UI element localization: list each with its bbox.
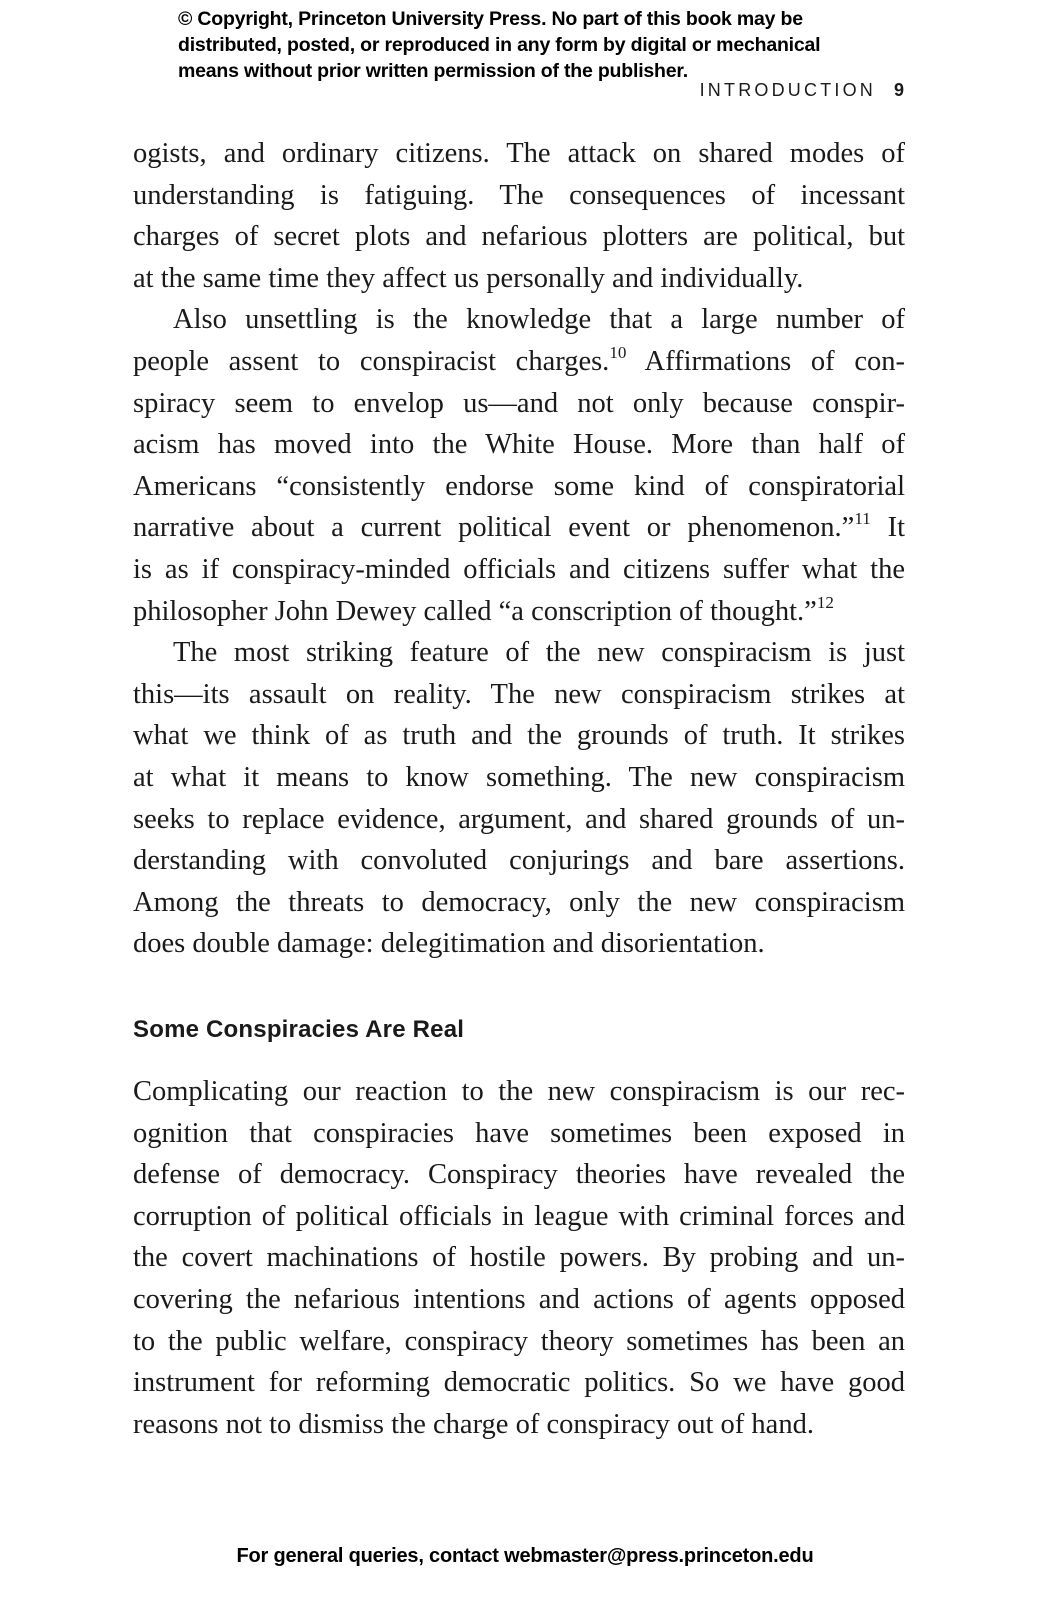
text-line: Americans “consistently endorse some kind of conspiratorial [133, 470, 905, 502]
text-segment: philosopher John Dewey called “a conscription of thought.” [133, 595, 817, 627]
footer-contact: For general queries, contact webmaster@press.princeton.edu [236, 1545, 814, 1567]
copyright-line: distributed, posted, or reproduced in any form by digital or mechanical [178, 34, 821, 56]
copyright-line: means without prior written permission of the publisher. [178, 60, 688, 82]
copyright-line: © Copyright, Princeton University Press. No part of this book may be [178, 8, 803, 30]
text-line: what we think of as truth and the grounds of truth. It strikes [133, 720, 905, 752]
text-line: charges of secret plots and nefarious plotters are political, but [133, 221, 905, 253]
text-line [133, 591, 905, 633]
paragraph [133, 1071, 905, 1445]
page-number: 9 [893, 80, 904, 100]
text-line: ogists, and ordinary citizens. The attack on shared modes of [133, 138, 905, 169]
running-head [600, 80, 904, 101]
text-line: this—its assault on reality. The new conspiracism strikes at [133, 678, 905, 710]
text-line: seeks to replace evidence, argument, and shared grounds of un- [133, 803, 905, 835]
text-line: Among the threats to democracy, only the new conspiracism [133, 886, 905, 918]
text-line: spiracy seem to envelop us—and not only because conspir- [133, 387, 905, 419]
text-line: does double damage: delegitimation and disorientation. [133, 928, 765, 960]
copyright-notice [178, 6, 898, 84]
text-line: is as if conspiracy-minded officials and citizens suffer what the [133, 553, 905, 585]
text-line: acism has moved into the White House. More than half of [133, 429, 905, 461]
section-body [133, 1071, 905, 1445]
footnote-ref-10: 10 [609, 342, 627, 362]
text-line: reasons not to dismiss the charge of conspiracy out of hand. [133, 1408, 814, 1440]
text-line: understanding is fatiguing. The consequences of incessant [133, 179, 905, 211]
text-line [133, 341, 905, 383]
text-segment: narrative about a current political event or phenomenon.” [133, 512, 855, 544]
text-segment: people assent to conspiracist charges. [133, 345, 610, 377]
paragraph [133, 133, 905, 299]
text-line: to the public welfare, conspiracy theory sometimes has been an [133, 1325, 905, 1357]
section-body [133, 133, 905, 965]
text-line [133, 507, 905, 549]
footnote-ref-12: 12 [816, 592, 834, 612]
text-line: at the same time they affect us personally and individually. [133, 262, 804, 294]
text-line: defense of democracy. Conspiracy theories have revealed the [133, 1159, 905, 1191]
text-segment: It [870, 512, 905, 544]
text-line: Complicating our reaction to the new conspiracism is our rec- [133, 1076, 905, 1107]
text-segment: Affirmations of con- [626, 345, 905, 377]
text-line: instrument for reforming democratic politics. So we have good [133, 1367, 905, 1399]
text-line: The most striking feature of the new conspiracism is just [173, 637, 905, 669]
text-line: derstanding with convoluted conjurings and bare assertions. [133, 845, 905, 877]
paragraph [133, 299, 905, 632]
paragraph [133, 632, 905, 965]
text-line: Also unsettling is the knowledge that a large number of [173, 304, 905, 336]
text-line: corruption of political officials in league with criminal forces and [133, 1200, 905, 1232]
text-line: the covert machinations of hostile powers. By probing and un- [133, 1242, 905, 1274]
text-line: at what it means to know something. The new conspiracism [133, 761, 905, 793]
footnote-ref-11: 11 [854, 509, 871, 529]
section-heading: Some Conspiracies Are Real [133, 1016, 465, 1043]
text-line: covering the nefarious intentions and actions of agents opposed [133, 1283, 905, 1315]
running-head-title: INTRODUCTION [699, 80, 876, 100]
text-line: ognition that conspiracies have sometimes been exposed in [133, 1117, 905, 1149]
